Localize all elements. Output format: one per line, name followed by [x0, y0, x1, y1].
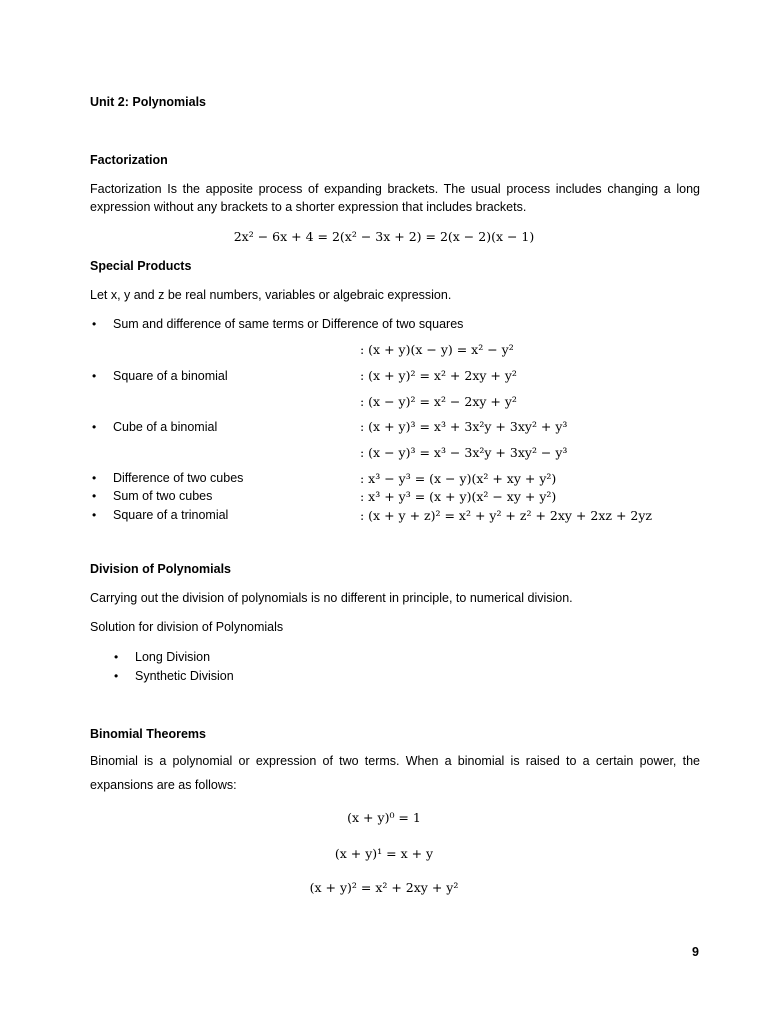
special-product-label: Difference of two cubes	[113, 471, 244, 485]
formula: : x³ + y³ = (x + y)(x² − xy + y²)	[360, 489, 557, 504]
bullet-marker	[92, 489, 96, 504]
binomial-expansion: (x + y)⁰ = 1	[347, 810, 421, 825]
binomial-paragraph: Binomial is a polynomial or expression of two terms. When a binomial is raised to a certain power, the expansions are as follows:	[90, 754, 700, 792]
formula: : (x + y)³ = x³ + 3x²y + 3xy² + y³	[360, 419, 568, 434]
factorization-paragraph: Factorization Is the apposite process of expanding brackets. The usual process includes changing a long expression without any brackets to a shorter expression that includes brackets.	[90, 182, 700, 214]
special-product-label: Sum and difference of same terms or Difference of two squares	[113, 317, 464, 331]
bullet-marker	[114, 669, 118, 684]
formula: : (x − y)³ = x³ − 3x²y + 3xy² − y³	[360, 445, 568, 460]
page-number: 9	[692, 945, 699, 959]
formula: : (x + y)² = x² + 2xy + y²	[360, 368, 517, 383]
division-paragraph: Carrying out the division of polynomials is no different in principle, to numerical division.	[90, 591, 573, 605]
formula: : x³ − y³ = (x − y)(x² + xy + y²)	[360, 471, 557, 486]
formula: : (x + y)(x − y) = x² − y²	[360, 342, 514, 357]
special-products-heading: Special Products	[90, 259, 192, 273]
factorization-heading: Factorization	[90, 153, 168, 167]
special-product-label: Square of a binomial	[113, 369, 228, 383]
division-subheading: Solution for division of Polynomials	[90, 620, 284, 634]
unit-title: Unit 2: Polynomials	[90, 95, 206, 109]
bullet-marker	[92, 508, 96, 523]
special-product-label: Sum of two cubes	[113, 489, 213, 503]
bullet-marker	[92, 317, 96, 332]
division-method: Synthetic Division	[135, 669, 234, 683]
binomial-expansion: (x + y)¹ = x + y	[334, 846, 434, 861]
division-method: Long Division	[135, 650, 211, 664]
special-product-label: Cube of a binomial	[113, 420, 218, 434]
division-heading: Division of Polynomials	[90, 562, 231, 576]
bullet-marker	[92, 471, 96, 486]
formula: : (x − y)² = x² − 2xy + y²	[360, 394, 517, 409]
binomial-expansion: (x + y)² = x² + 2xy + y²	[309, 880, 459, 895]
binomial-heading: Binomial Theorems	[90, 727, 206, 741]
special-product-label: Square of a trinomial	[113, 508, 229, 522]
bullet-marker	[92, 420, 96, 435]
special-products-intro: Let x, y and z be real numbers, variables or algebraic expression.	[90, 288, 452, 302]
bullet-marker	[114, 650, 118, 665]
formula: : (x + y + z)² = x² + y² + z² + 2xy + 2xz + 2yz	[360, 508, 652, 523]
factorization-example: 2x² − 6x + 4 = 2(x² − 3x + 2) = 2(x − 2)(x − 1)	[233, 229, 535, 244]
bullet-marker	[92, 369, 96, 384]
